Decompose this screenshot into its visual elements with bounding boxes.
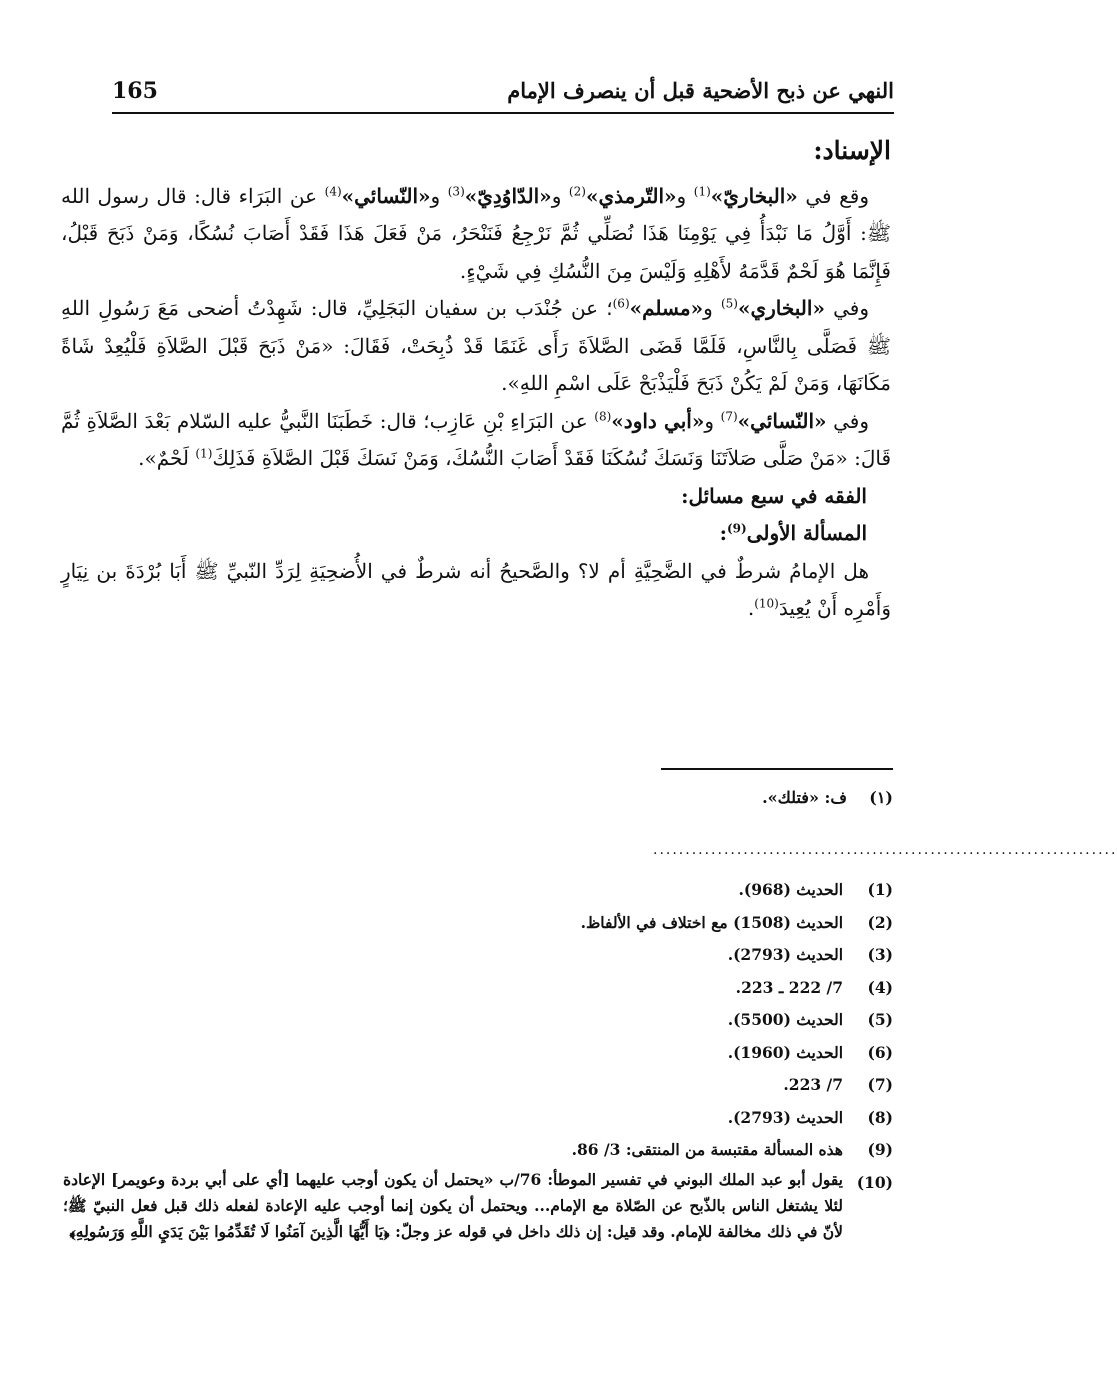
edit-note-ref-1: (1) xyxy=(195,446,213,461)
footnote-ref-1: (1) xyxy=(693,183,711,198)
footnote-text: يقول أبو عبد الملك البوني في تفسير الموطأ: 76/ب «يحتمل أن يكون أوجب عليهما [أي على أبي بردة وعويمر] الإعادة لئلا يشتغل الناس بالذّبح عن الصّلاة مع الإمام... ويحتمل أن يكون إنما أوجب عليه الإعادة لفعله ذلك قبل فعل النبيّ ﷺ؛ لأنّ في ذلك مخالفة للإمام. وقد قيل: إن ذلك داخل في قوله عز وجلّ: ﴿يَا أَيُّهَا الَّذِينَ آمَنُوا لَا تُقَدِّمُوا بَيْنَ يَدَيِ اللَّهِ وَرَسُولِهِ﴾ xyxy=(63,1169,843,1241)
footnote-ref-6: (6) xyxy=(612,296,630,311)
footnote-number: (2) xyxy=(867,912,893,932)
footnote-item xyxy=(63,972,893,1005)
text-run: عن البَرَاءِ بْنِ عَازِب؛ قال: خَطَبَنَا النَّبيُّ عليه السّلام بَعْدَ الصَّلاَةِ ثُمَّ قَالَ: «مَنْ صَلَّى صَلاَتَنَا وَنَسَكَ نُسُكَنَا فَقَدْ أَصَابَ النُّسُكَ، وَمَنْ نَسَكَ قَبْلَ الصَّلاَةِ فَذَلِكَ xyxy=(61,408,891,470)
source-tirmidhi: «التّرمذي» xyxy=(585,183,677,208)
text-run: هل الإمامُ شرطٌ في الضَّحِيَّةِ أم لا؟ والصَّحيحُ أنه شرطٌ في الأُضحِيَةِ لِرَدِّ النّبيِّ ﷺ أَبَا بُرْدَةَ بن نِيَارٍ وَأَمْرِه أَنْ يُعِيدَ xyxy=(61,558,891,620)
footnote-ref-9: (9) xyxy=(726,521,747,536)
source-nasai: «النّسائي» xyxy=(737,408,827,433)
footnote-number: (4) xyxy=(867,977,893,997)
footnote-text: 7/ 223. xyxy=(783,1075,843,1094)
editor-note xyxy=(63,788,893,807)
footnote-item xyxy=(63,907,893,940)
footnote-text: الحديث (2793). xyxy=(727,945,843,964)
text-run: و xyxy=(430,183,448,208)
editor-note-text: ف: «فتلك». xyxy=(762,788,847,807)
footnote-number: (5) xyxy=(867,1010,893,1029)
text-run: . xyxy=(747,596,755,620)
text-run: ؛ عن جُنْدَب بن سفيان البَجَلِيِّ، قال: شَهِدْتُ أضحى مَعَ رَسُولِ اللهِ ﷺ فَصَلَّى بِالنَّاسِ، فَلَمَّا قَضَى الصَّلاَةَ رَأَى غَنَمًا قَدْ ذُبِحَتْ، فَقَالَ: «مَنْ ذَبَحَ قَبْلَ الصَّلاَةِ فَلْيُعِدْ شَاةً مَكَانَهَا، وَمَنْ لَمْ يَكُنْ ذَبَحَ فَلْيَذْبَحْ عَلَى اسْمِ اللهِ». xyxy=(61,296,891,395)
paragraph-1 xyxy=(61,178,891,291)
heading-first-issue-text: المسألة الأولى xyxy=(746,521,867,545)
heading-fiqh: الفقه في سبع مسائل: xyxy=(681,483,867,508)
footnote-text: هذه المسألة مقتبسة من المنتقى: 3/ 86. xyxy=(571,1140,843,1159)
footnote-number: (3) xyxy=(867,945,893,964)
footnote-ref-8: (8) xyxy=(594,408,612,423)
text-run: و xyxy=(551,183,569,208)
source-bukhari: «البخاريّ» xyxy=(710,183,798,208)
text-run: و xyxy=(704,408,721,433)
text-run: عن البَرَاء قال: قال رسول الله ﷺ: أَوَّلُ مَا نَبْدَأُ فِي يَوْمِنَا هَذَا نُصَلِّي ثُمَّ نَرْجِعُ فَنَنْحَرُ، مَنْ فَعَلَ هَذَا فَقَدْ أَصَابَ نُسُكًا، وَمَنْ ذَبَحَ قَبْلُ، فَإِنَّمَا هُوَ لَحْمٌ قَدَّمَهُ لأَهْلِهِ وَلَيْسَ مِنَ النُّسُكِ فِي شَيْءٍ. xyxy=(61,183,891,283)
source-dawudi: «الدّاوُدِيّ» xyxy=(464,183,552,208)
footnote-number: (1) xyxy=(867,880,893,899)
paragraph-2 xyxy=(61,290,891,403)
footnote-item xyxy=(63,874,893,907)
footnote-ref-5: (5) xyxy=(720,296,738,311)
footnote-item xyxy=(63,1069,893,1102)
footnote-item xyxy=(63,939,893,972)
footnote-ref-7: (7) xyxy=(720,408,738,423)
footnote-number: (10) xyxy=(856,1172,893,1192)
heading-first-issue xyxy=(61,515,891,553)
page-header xyxy=(112,72,894,112)
text-run: و xyxy=(676,183,694,208)
editor-note-number: (١) xyxy=(869,788,893,807)
footnote-ref-3: (3) xyxy=(447,183,465,198)
footnote-number: (6) xyxy=(867,1042,893,1062)
source-abu-dawud: «أبي داود» xyxy=(611,408,705,433)
text-run: وقع في xyxy=(797,183,870,208)
footnote-item xyxy=(63,1167,893,1245)
footnote-text: الحديث (968). xyxy=(738,880,843,899)
footnote-ref-4: (4) xyxy=(324,183,342,198)
footnote-separator xyxy=(661,768,893,770)
footnote-item xyxy=(63,1004,893,1037)
header-rule xyxy=(112,112,894,114)
paragraph-4 xyxy=(61,553,891,628)
footnote-ref-2: (2) xyxy=(568,183,586,198)
footnote-number: (8) xyxy=(867,1107,893,1127)
footnote-number: (9) xyxy=(867,1140,893,1159)
source-muslim: «مسلم» xyxy=(629,296,704,320)
footnote-item xyxy=(63,1037,893,1070)
section-heading-isnad: الإسناد: xyxy=(813,136,891,165)
text-run: وفي xyxy=(824,296,869,320)
footnote-text: الحديث (1960). xyxy=(727,1042,843,1062)
footnote-item xyxy=(63,1102,893,1135)
main-text xyxy=(61,132,891,628)
page-number: 165 xyxy=(112,78,158,104)
footnote-item xyxy=(63,1134,893,1167)
heading-colon: : xyxy=(719,521,727,545)
source-nasai: «النّسائي» xyxy=(341,183,431,208)
source-bukhari: «البخاري» xyxy=(737,296,825,320)
text-run: و xyxy=(703,296,721,320)
footnote-text: الحديث (5500). xyxy=(727,1010,843,1029)
text-run: لَحْمٌ». xyxy=(138,446,196,470)
footnote-text: 7/ 222 ـ 223. xyxy=(735,977,843,997)
footnote-number: (7) xyxy=(867,1075,893,1094)
text-run: وفي xyxy=(826,408,870,433)
footnote-text: الحديث (1508) مع اختلاف في الألفاظ. xyxy=(580,912,843,932)
paragraph-3 xyxy=(61,403,891,478)
footnote-text: الحديث (2793). xyxy=(727,1107,843,1127)
running-title: النهي عن ذبح الأضحية قبل أن ينصرف الإمام xyxy=(507,78,894,103)
footnote-ref-10: (10) xyxy=(754,596,779,611)
dotted-separator: ........................................................................ xyxy=(653,842,1117,858)
footnotes xyxy=(63,874,893,1245)
